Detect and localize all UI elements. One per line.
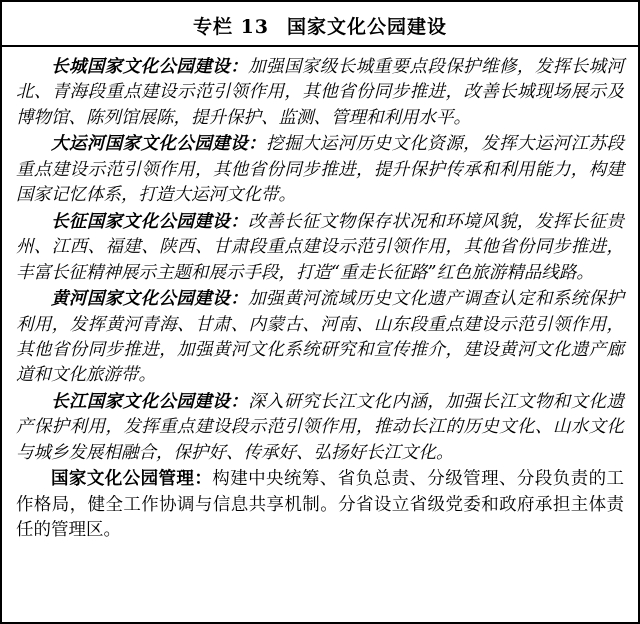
box-title-label-text: 专栏: [192, 16, 233, 38]
paragraph-lead: 国家文化公园管理：: [51, 469, 213, 490]
paragraph-body: 挖掘大运河历史文化资源，发挥大运河江苏段重点建设示范引领作用，其他省份同步推进，提升保护传承和利用能力，构建国家记忆体系，打造大运河文化带。: [16, 134, 624, 206]
box-title: [193, 16, 447, 38]
paragraph-changzheng: [16, 210, 624, 286]
paragraph-changcheng: [16, 55, 624, 131]
paragraph-lead: 长江国家文化公园建设：: [51, 391, 249, 412]
paragraph-lead: 黄河国家文化公园建设：: [51, 289, 249, 310]
paragraph-lead: 长城国家文化公园建设：: [51, 57, 249, 77]
box-title-number: 13: [240, 16, 270, 38]
box-title-bar: [2, 2, 638, 47]
box-title-heading: 国家文化公园建设: [287, 16, 448, 38]
paragraph-body: 加强黄河流域历史文化遗产调查认定和系统保护利用，发挥黄河青海、甘肃、内蒙古、河南、山东段重点建设示范引领作用，其他省份同步推进，加强黄河文化系统研究和宣传推介，建设黄河文化遗产廊道和文化旅游带。: [16, 289, 625, 386]
paragraph-body: 深入研究长江文化内涵，加强长江文物和文化遗产保护利用，发挥重点建设段示范引领作用，推动长江的历史文化、山水文化与城乡发展相融合，保护好、传承好、弘扬好长江文化。: [16, 391, 625, 463]
paragraph-body: 构建中央统筹、省负总责、分级管理、分段负责的工作格局，健全工作协调与信息共享机制。分省设立省级党委和政府承担主体责任的管理区。: [16, 469, 625, 541]
paragraph-huanghe: [16, 287, 624, 389]
box-content: [2, 47, 638, 551]
paragraph-body: 加强国家级长城重要点段保护维修，发挥长城河北、青海段重点建设示范引领作用，其他省份同步推进，改善长城现场展示及博物馆、陈列馆展陈，提升保护、监测、管理和利用水平。: [16, 57, 625, 128]
paragraph-lead: 长征国家文化公园建设：: [51, 211, 249, 232]
paragraph-lead: 大运河国家文化公园建设：: [51, 134, 267, 155]
paragraph-changjiang: [16, 390, 624, 466]
box-title-label: [193, 16, 269, 38]
paragraph-guanli: [16, 467, 624, 543]
paragraph-body: 改善长征文物保存状况和环境风貌，发挥长征贵州、江西、福建、陕西、甘肃段重点建设示范引领作用，其他省份同步推进，丰富长征精神展示主题和展示手段，打造“重走长征路”红色旅游精品线路。: [16, 211, 625, 283]
paragraph-dayunhe: [16, 132, 624, 208]
